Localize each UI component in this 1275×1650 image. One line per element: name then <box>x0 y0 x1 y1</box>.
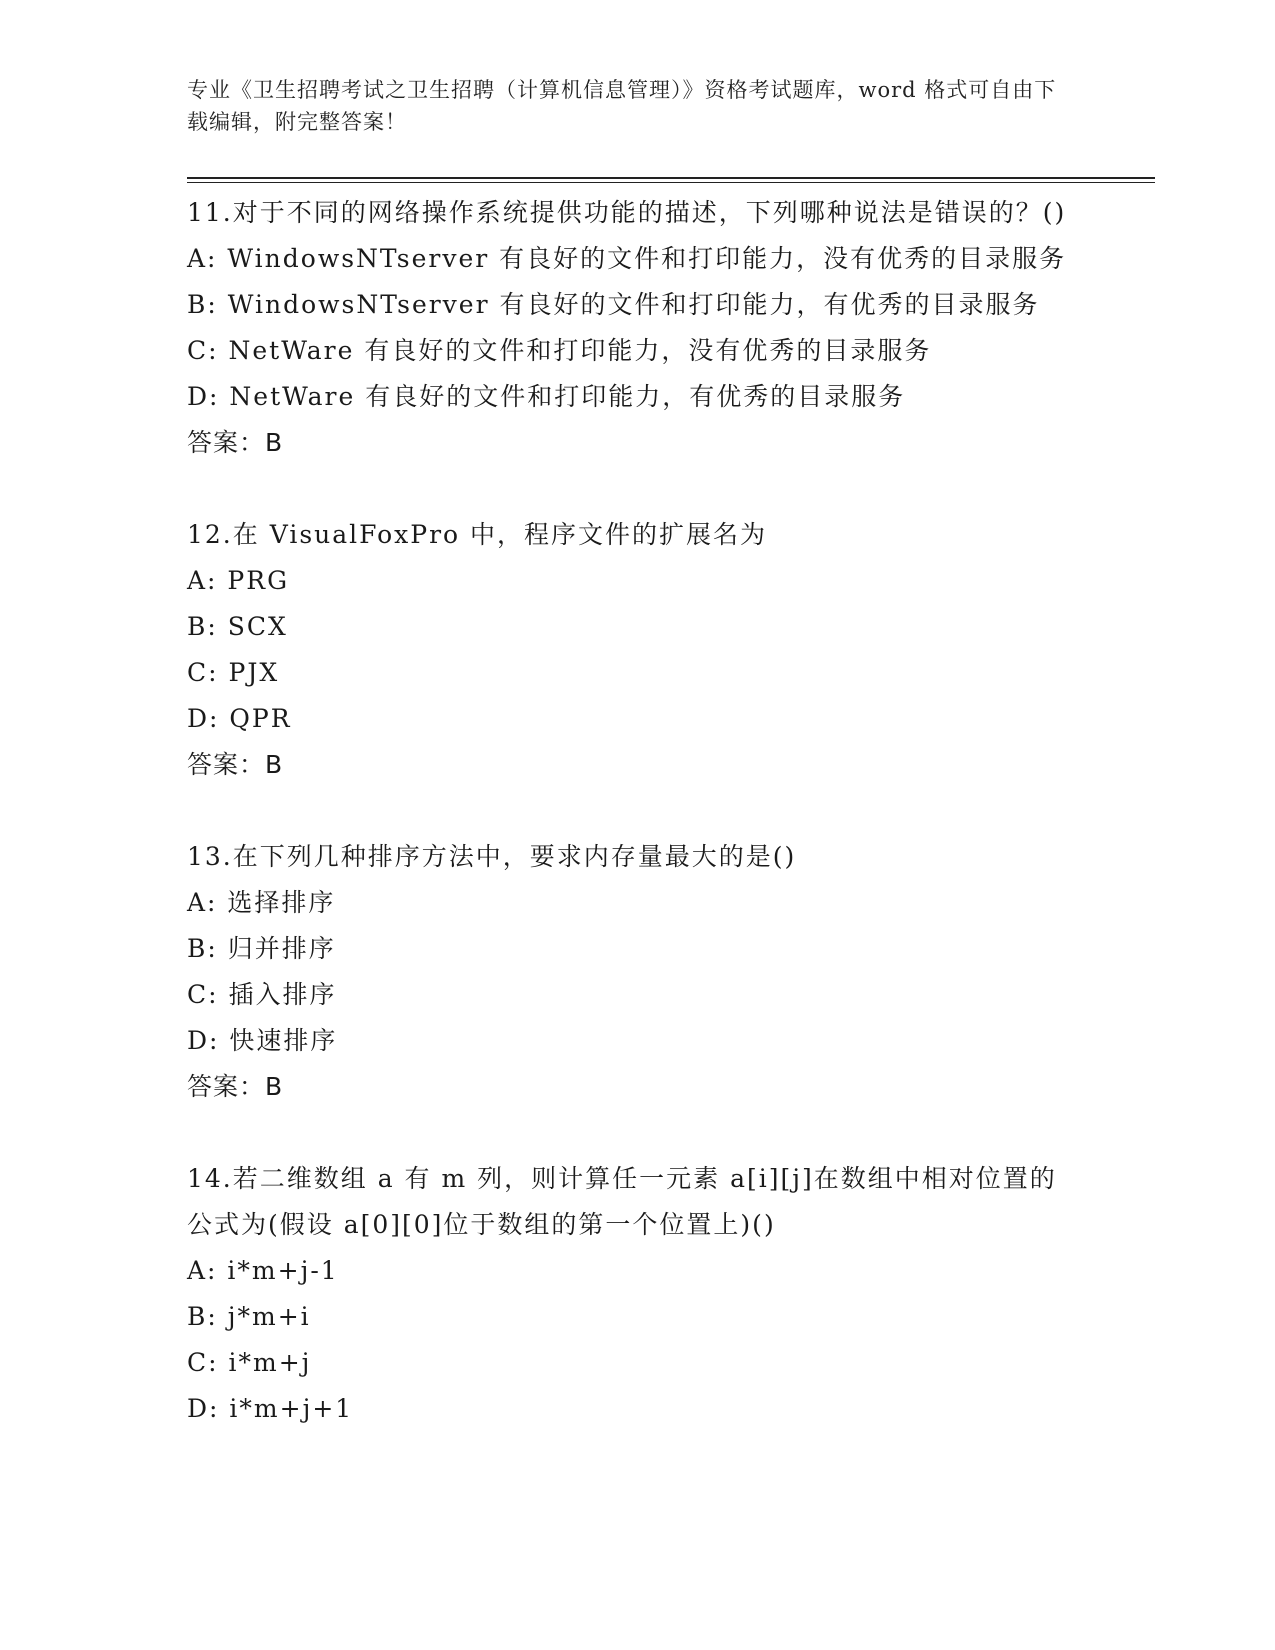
option-d: D: i*m+j+1 <box>187 1394 354 1423</box>
question-13 <box>187 834 1087 1110</box>
question-list <box>187 190 1087 1478</box>
question-stem: 14.若二维数组 a 有 m 列，则计算任一元素 a[i][j]在数组中相对位置的公式为(假设 a[0][0]位于数组的第一个位置上)() <box>187 1164 1057 1239</box>
question-stem: 13.在下列几种排序方法中，要求内存量最大的是() <box>187 842 797 871</box>
option-b: B: WindowsNTserver 有良好的文件和打印能力，有优秀的目录服务 <box>187 290 1040 319</box>
option-a: A: i*m+j-1 <box>187 1256 339 1285</box>
option-c: C: NetWare 有良好的文件和打印能力，没有优秀的目录服务 <box>187 336 932 365</box>
question-11 <box>187 190 1087 466</box>
option-d: D: QPR <box>187 704 292 733</box>
document-header: 专业《卫生招聘考试之卫生招聘（计算机信息管理）》资格考试题库，word 格式可自由下载编辑，附完整答案！ <box>187 78 1057 134</box>
option-a: A: PRG <box>187 566 290 595</box>
header-rule-thin <box>187 182 1155 183</box>
question-stem: 11.对于不同的网络操作系统提供功能的描述，下列哪种说法是错误的？() <box>187 198 1067 227</box>
option-c: C: 插入排序 <box>187 980 337 1009</box>
question-14 <box>187 1156 1087 1432</box>
option-d: D: NetWare 有良好的文件和打印能力，有优秀的目录服务 <box>187 382 906 411</box>
option-b: B: j*m+i <box>187 1302 311 1331</box>
option-a: A: 选择排序 <box>187 888 336 917</box>
answer-line: 答案：B <box>187 1072 284 1101</box>
header-rule-thick <box>187 177 1155 179</box>
answer-line: 答案：B <box>187 750 284 779</box>
option-c: C: PJX <box>187 658 280 687</box>
option-b: B: SCX <box>187 612 288 641</box>
answer-line: 答案：B <box>187 428 284 457</box>
option-b: B: 归并排序 <box>187 934 336 963</box>
option-a: A: WindowsNTserver 有良好的文件和打印能力，没有优秀的目录服务 <box>187 244 1067 273</box>
option-d: D: 快速排序 <box>187 1026 338 1055</box>
question-stem: 12.在 VisualFoxPro 中，程序文件的扩展名为 <box>187 520 768 549</box>
question-12 <box>187 512 1087 788</box>
option-c: C: i*m+j <box>187 1348 312 1377</box>
